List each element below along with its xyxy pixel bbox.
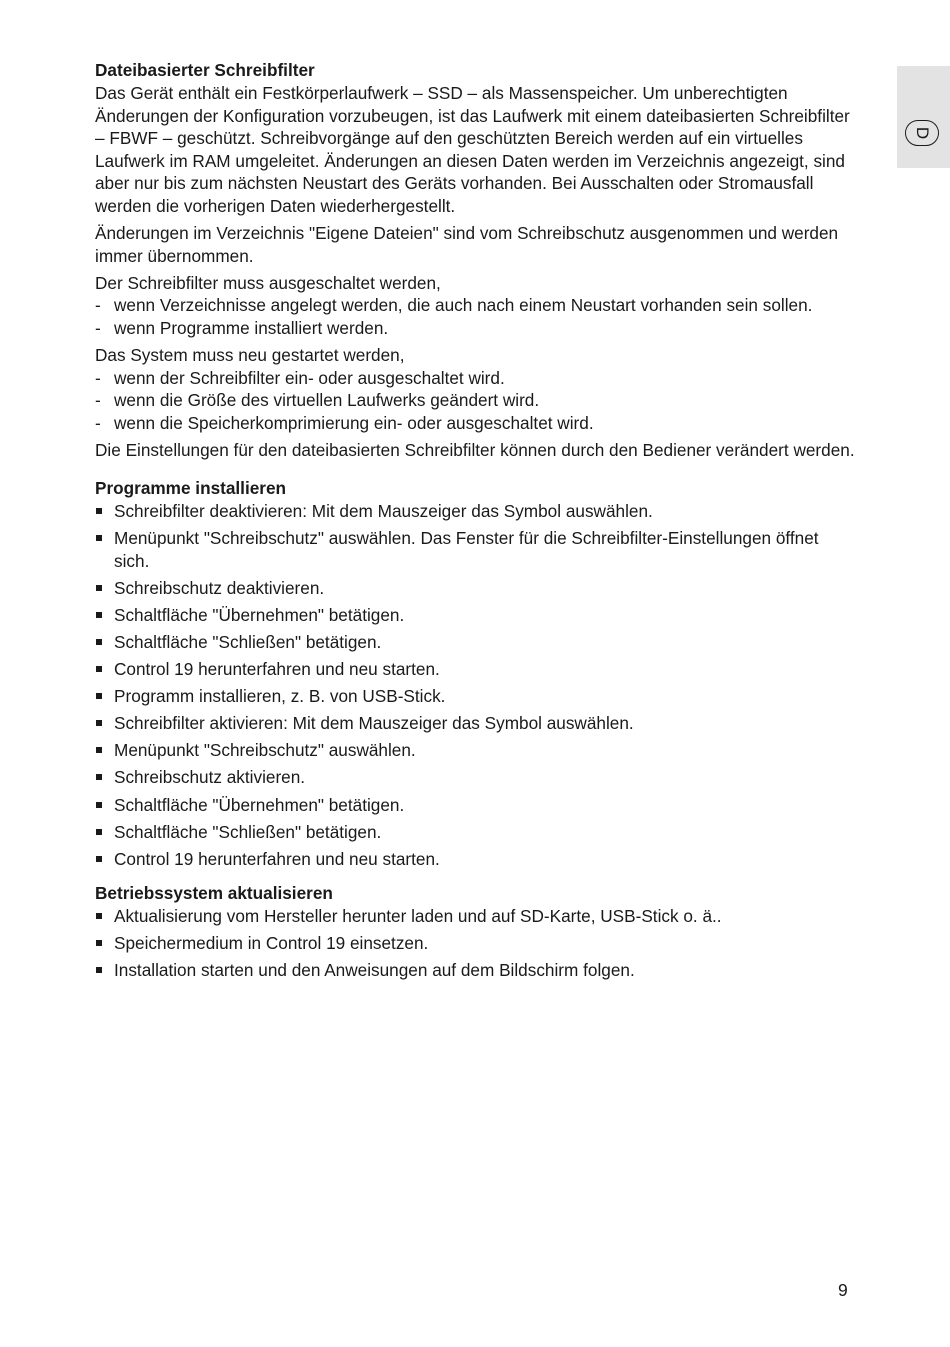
step-text: Schaltfläche "Schließen" betätigen. <box>114 821 382 842</box>
square-bullet-icon <box>96 967 102 973</box>
step-text: Schaltfläche "Übernehmen" betätigen. <box>114 794 405 815</box>
square-bullet-icon <box>96 585 102 591</box>
page-number: 9 <box>838 1280 848 1300</box>
step-item <box>95 766 855 789</box>
section-spacer <box>95 466 855 476</box>
square-bullet-icon <box>96 747 102 753</box>
step-item <box>95 905 855 928</box>
list-item <box>95 367 855 390</box>
step-item <box>95 631 855 654</box>
step-item <box>95 577 855 600</box>
step-item <box>95 604 855 627</box>
square-bullet-icon <box>96 693 102 699</box>
step-text: Speichermedium in Control 19 einsetzen. <box>114 932 429 953</box>
step-item <box>95 500 855 523</box>
paragraph: Das Gerät enthält ein Festkörperlaufwerk – SSD – als Massenspeicher. Um unberechtigten Änderungen der Konfiguration vorzubeugen, ist das Laufwerk mit einem dateibasierten Schreibfilter – FBWF – geschützt. Schreibvorgänge auf den geschützten Bereich werden auf ein virtuelles Laufwerk im RAM umgeleitet. Änderungen an diesen Daten werden im Verzeichnis angezeigt, sind aber nur bis zum nächsten Neustart des Geräts vorhanden. Bei Ausschalten oder Stromausfall werden die vorherigen Daten wiederhergestellt. <box>95 83 850 216</box>
step-item <box>95 932 855 955</box>
step-item <box>95 794 855 817</box>
square-bullet-icon <box>96 508 102 514</box>
section-install-programs <box>95 476 855 870</box>
section-heading: Betriebssystem aktualisieren <box>95 882 333 903</box>
step-item <box>95 527 855 572</box>
square-bullet-icon <box>96 940 102 946</box>
document-body <box>95 58 855 986</box>
square-bullet-icon <box>96 774 102 780</box>
section-os-update <box>95 881 855 982</box>
step-text: Schaltfläche "Schließen" betätigen. <box>114 631 382 652</box>
list-item <box>95 317 855 340</box>
square-bullet-icon <box>96 612 102 618</box>
step-item <box>95 658 855 681</box>
dash-marker: - <box>95 295 101 316</box>
square-bullet-icon <box>96 856 102 862</box>
list-item <box>95 412 855 435</box>
list-item-text: wenn die Größe des virtuellen Laufwerks geändert wird. <box>114 390 540 411</box>
section-file-based-write-filter <box>95 58 855 462</box>
dash-marker: - <box>95 412 101 433</box>
list-item-text: wenn der Schreibfilter ein- oder ausgeschaltet wird. <box>114 367 505 388</box>
dash-marker: - <box>95 367 101 388</box>
list-item-text: wenn die Speicherkomprimierung ein- oder ausgeschaltet wird. <box>114 412 594 433</box>
step-text: Schreibschutz aktivieren. <box>114 767 306 788</box>
step-text: Aktualisierung vom Hersteller herunter laden und auf SD-Karte, USB-Stick o. ä.. <box>114 905 722 926</box>
step-list <box>95 500 855 870</box>
step-text: Schaltfläche "Übernehmen" betätigen. <box>114 604 405 625</box>
list-item <box>95 294 855 317</box>
paragraph: Die Einstellungen für den dateibasierten Schreibfilter können durch den Bediener verändert werden. <box>95 439 855 460</box>
step-list <box>95 905 855 982</box>
square-bullet-icon <box>96 666 102 672</box>
step-text: Menüpunkt "Schreibschutz" auswählen. <box>114 740 416 761</box>
paragraph: Änderungen im Verzeichnis "Eigene Dateien" sind vom Schreibschutz ausgenommen und werden immer übernommen. <box>95 223 839 266</box>
language-badge: D <box>905 120 939 146</box>
step-text: Control 19 herunterfahren und neu starten. <box>114 848 440 869</box>
square-bullet-icon <box>96 720 102 726</box>
step-text: Programm installieren, z. B. von USB-Stick. <box>114 686 446 707</box>
step-text: Menüpunkt "Schreibschutz" auswählen. Das Fenster für die Schreibfilter-Einstellungen öffnet sich. <box>114 528 819 571</box>
dash-marker: - <box>95 390 101 411</box>
dash-list <box>95 367 855 435</box>
step-item <box>95 848 855 871</box>
dash-list <box>95 294 855 339</box>
step-text: Control 19 herunterfahren und neu starten. <box>114 659 440 680</box>
step-item <box>95 959 855 982</box>
square-bullet-icon <box>96 535 102 541</box>
section-heading: Programme installieren <box>95 478 287 498</box>
square-bullet-icon <box>96 829 102 835</box>
paragraph: Das System muss neu gestartet werden, <box>95 345 405 366</box>
step-text: Schreibfilter deaktivieren: Mit dem Mauszeiger das Symbol auswählen. <box>114 501 653 521</box>
step-text: Installation starten und den Anweisungen auf dem Bildschirm folgen. <box>114 960 635 980</box>
square-bullet-icon <box>96 802 102 808</box>
step-item <box>95 739 855 762</box>
section-heading: Dateibasierter Schreibfilter <box>95 60 315 80</box>
list-item-text: wenn Programme installiert werden. <box>114 317 389 338</box>
list-item <box>95 389 855 412</box>
dash-marker: - <box>95 317 101 338</box>
step-text: Schreibschutz deaktivieren. <box>114 577 325 598</box>
step-item <box>95 821 855 844</box>
language-tab <box>897 66 950 168</box>
list-item-text: wenn Verzeichnisse angelegt werden, die auch nach einem Neustart vorhanden sein sollen. <box>114 295 813 316</box>
step-text: Schreibfilter aktivieren: Mit dem Mauszeiger das Symbol auswählen. <box>114 713 634 734</box>
square-bullet-icon <box>96 639 102 645</box>
paragraph: Der Schreibfilter muss ausgeschaltet werden, <box>95 272 441 293</box>
step-item <box>95 712 855 735</box>
step-item <box>95 685 855 708</box>
square-bullet-icon <box>96 913 102 919</box>
